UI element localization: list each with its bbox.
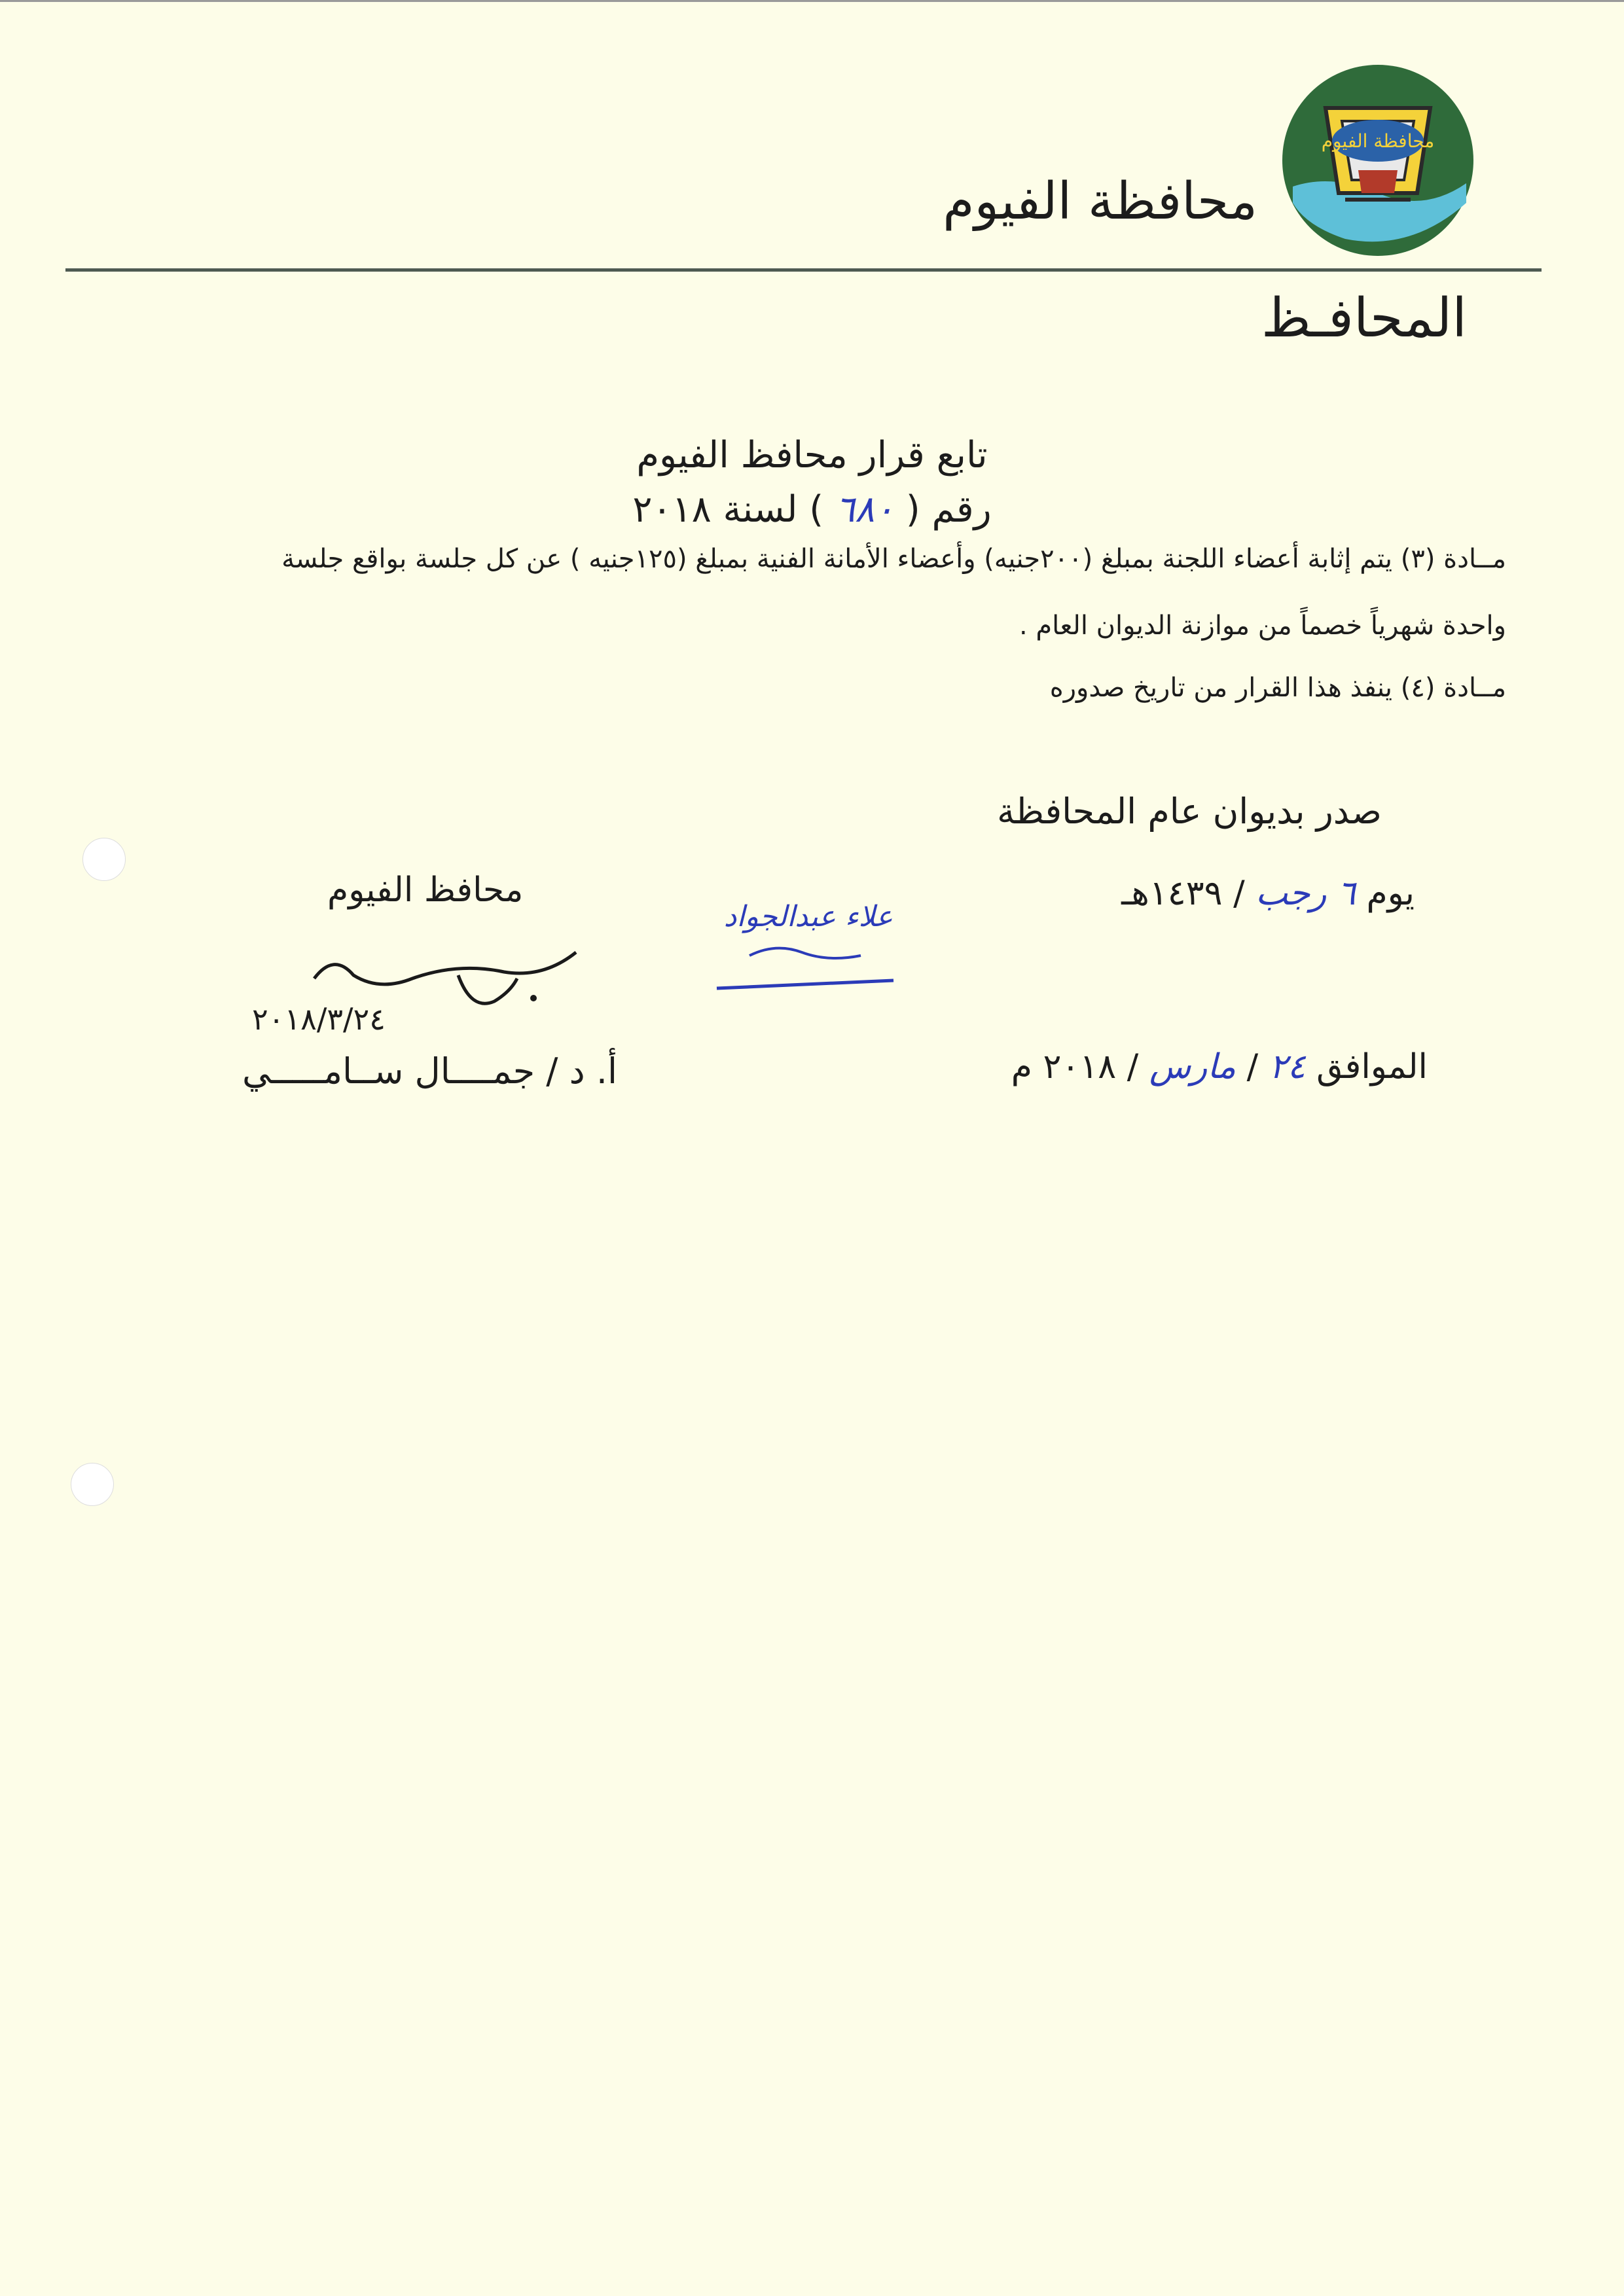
issued-at: صدر بديوان عام المحافظة [997, 791, 1382, 832]
governor-title: محافظ الفيوم [327, 870, 524, 910]
hijri-year: / ١٤٣٩هـ [1121, 874, 1245, 913]
governorate-seal-logo [1280, 62, 1476, 259]
governor-name: أ. د / جمــــال ســامـــــي [242, 1050, 618, 1092]
decision-number-suffix: ) لسنة ٢٠١٨ [632, 488, 824, 531]
article-3-line-2: واحدة شهرياً خصماً من موازنة الديوان العام . [1019, 611, 1506, 641]
hijri-prefix: يوم [1366, 874, 1415, 913]
decision-number-line [0, 488, 1624, 531]
hijri-day-handwritten: ٦ [1337, 874, 1356, 913]
hijri-date [1121, 874, 1415, 913]
decision-number-handwritten: ٦٨٠ [835, 488, 895, 531]
punch-hole-lower [71, 1463, 114, 1506]
initials-signature [710, 890, 907, 1001]
gregorian-prefix: الموافق [1316, 1047, 1428, 1086]
governor-handwritten-date: ٢٠١٨/٣/٢٤ [252, 1001, 386, 1037]
header-divider [65, 268, 1542, 272]
article-3-line-1: مــادة (٣) يتم إثابة أعضاء اللجنة بمبلغ (٢٠٠جنيه) وأعضاء الأمانة الفنية بمبلغ (١٢٥جنيه ) عن كل جلسة بواقع جلسة [281, 544, 1506, 574]
svg-text:محافظة الفيوم: محافظة الفيوم [1321, 130, 1435, 152]
page-top-edge [0, 0, 1624, 2]
decision-number-prefix: رقم ( [905, 488, 992, 531]
svg-text:علاء عبدالجواد: علاء عبدالجواد [723, 900, 893, 933]
gregorian-year: ٢٠١٨ م [1011, 1047, 1117, 1086]
office-title: المحافـظ [1261, 287, 1467, 350]
punch-hole-upper [82, 838, 126, 881]
decision-title: تابع قرار محافظ الفيوم [636, 434, 988, 476]
governorate-name: محافظة الفيوم [943, 172, 1257, 231]
gregorian-date: الموافق ٢٤ / مارس / ٢٠١٨ م [1011, 1047, 1428, 1086]
gregorian-day-handwritten: ٢٤ [1269, 1047, 1306, 1086]
hijri-month-handwritten: رجب [1255, 874, 1327, 913]
gregorian-month-handwritten: مارس [1149, 1047, 1236, 1086]
article-4: مــادة (٤) ينفذ هذا القرار من تاريخ صدوره [1049, 673, 1506, 703]
